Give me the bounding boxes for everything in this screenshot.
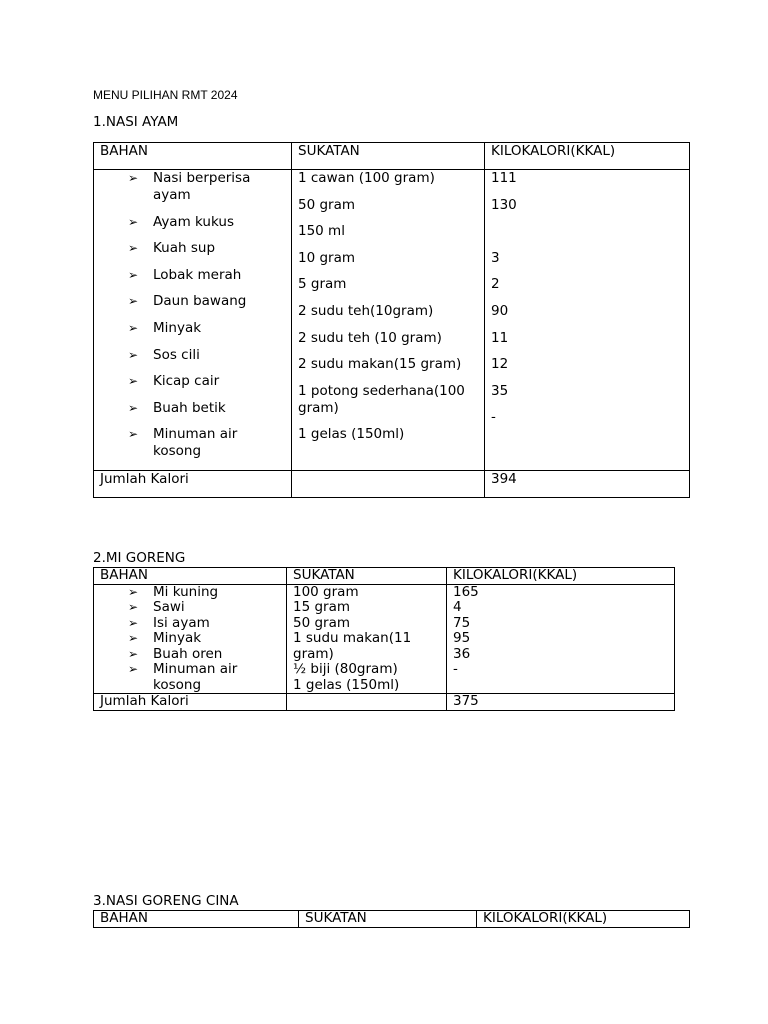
list-item: ➢ Minyak [128,631,280,647]
calorie-value: 2 [491,276,500,293]
measure-value: 2 sudu teh (10 gram) [298,329,442,346]
calorie-value: - [491,409,496,426]
calorie-value: 111 [491,170,517,186]
calorie-value: 95 [453,630,471,646]
table-body-row [94,170,690,471]
ingredient-list [100,585,280,694]
table-header-row [94,568,675,585]
header-kilokalori: KILOKALORI(KKAL) [477,911,690,928]
calorie-value: 165 [453,583,479,600]
calorie-value: 11 [491,329,509,346]
list-item: ➢ Kicap cair [128,373,285,390]
calorie-value: 36 [453,645,471,662]
list-item: ➢ Ayam kukus [128,214,285,231]
measure-value: 1 gelas (150ml) [298,426,405,443]
list-item: ➢ Kuah sup [128,240,285,257]
total-value: 375 [447,694,675,711]
list-item: ➢ Isi ayam [128,616,280,632]
list-item: ➢ Nasi berperisa ayam [128,170,285,204]
measure-value: 15 gram [293,599,351,615]
list-item: ➢ Buah oren [128,647,280,663]
measure-value: ½ biji (80gram) [293,661,398,677]
list-item: ➢ Sawi [128,600,280,616]
measure-value: 10 gram [298,249,356,266]
table-total-row [94,694,675,711]
calorie-value: 4 [453,599,462,615]
ingredient-list-cell [94,584,287,694]
calorie-value: 130 [491,196,517,213]
calorie-list-cell [447,584,675,694]
list-item: ➢ Daun bawang [128,293,285,310]
measure-value: 1 cawan (100 gram) [298,170,435,186]
header-sukatan: SUKATAN [292,143,485,170]
header-bahan: BAHAN [94,143,292,170]
calorie-value: 90 [491,302,509,319]
calorie-list-cell [485,170,690,471]
table-total-row [94,470,690,497]
ingredient-list [100,170,285,460]
ingredient-list-cell [94,170,292,471]
calorie-value: 75 [453,614,471,631]
measure-value: 2 sudu makan(15 gram) [298,356,462,373]
list-item: ➢ Mi kuning [128,585,280,601]
table-mi-goreng [93,567,675,711]
header-kilokalori: KILOKALORI(KKAL) [447,568,675,585]
table-nasi-goreng-cina [93,910,690,928]
header-bahan: BAHAN [94,911,299,928]
list-item: ➢ Sos cili [128,347,285,364]
header-sukatan: SUKATAN [299,911,477,928]
section-title-nasi-goreng-cina: 3.NASI GORENG CINA [93,893,239,909]
calorie-value [491,223,683,240]
list-item: ➢ Buah betik [128,400,285,417]
measure-value: 1 sudu makan(11 gram) [293,630,412,662]
list-item: ➢ Lobak merah [128,267,285,284]
table-header-row [94,911,690,928]
section-title-mi-goreng: 2.MI GORENG [93,550,186,566]
total-label: Jumlah Kalori [94,470,292,497]
measure-value: 1 potong sederhana(100 gram) [298,382,465,416]
calorie-value: 12 [491,356,509,373]
measure-value: 1 gelas (150ml) [293,676,400,693]
total-empty-cell [287,694,447,711]
measure-value: 100 gram [293,583,359,600]
calorie-value: - [453,661,458,677]
measure-value: 50 gram [293,614,351,631]
measure-value: 50 gram [298,196,356,213]
header-kilokalori: KILOKALORI(KKAL) [485,143,690,170]
table-nasi-ayam [93,142,690,498]
total-value: 394 [485,470,690,497]
list-item: ➢ Minuman air kosong [128,662,280,693]
header-bahan: BAHAN [94,568,287,585]
list-item: ➢ Minyak [128,320,285,337]
calorie-value: 3 [491,249,500,266]
measure-list-cell [287,584,447,694]
section-title-nasi-ayam: 1.NASI AYAM [93,114,179,130]
total-empty-cell [292,470,485,497]
calorie-value: 35 [491,382,509,399]
list-item: ➢ Minuman air kosong [128,426,285,460]
table-header-row [94,143,690,170]
table-body-row [94,584,675,694]
document-title: MENU PILIHAN RMT 2024 [93,88,238,102]
measure-list-cell [292,170,485,471]
measure-value: 150 ml [298,223,345,240]
total-label: Jumlah Kalori [94,694,287,711]
measure-value: 2 sudu teh(10gram) [298,302,434,319]
header-sukatan: SUKATAN [287,568,447,585]
measure-value: 5 gram [298,276,347,293]
